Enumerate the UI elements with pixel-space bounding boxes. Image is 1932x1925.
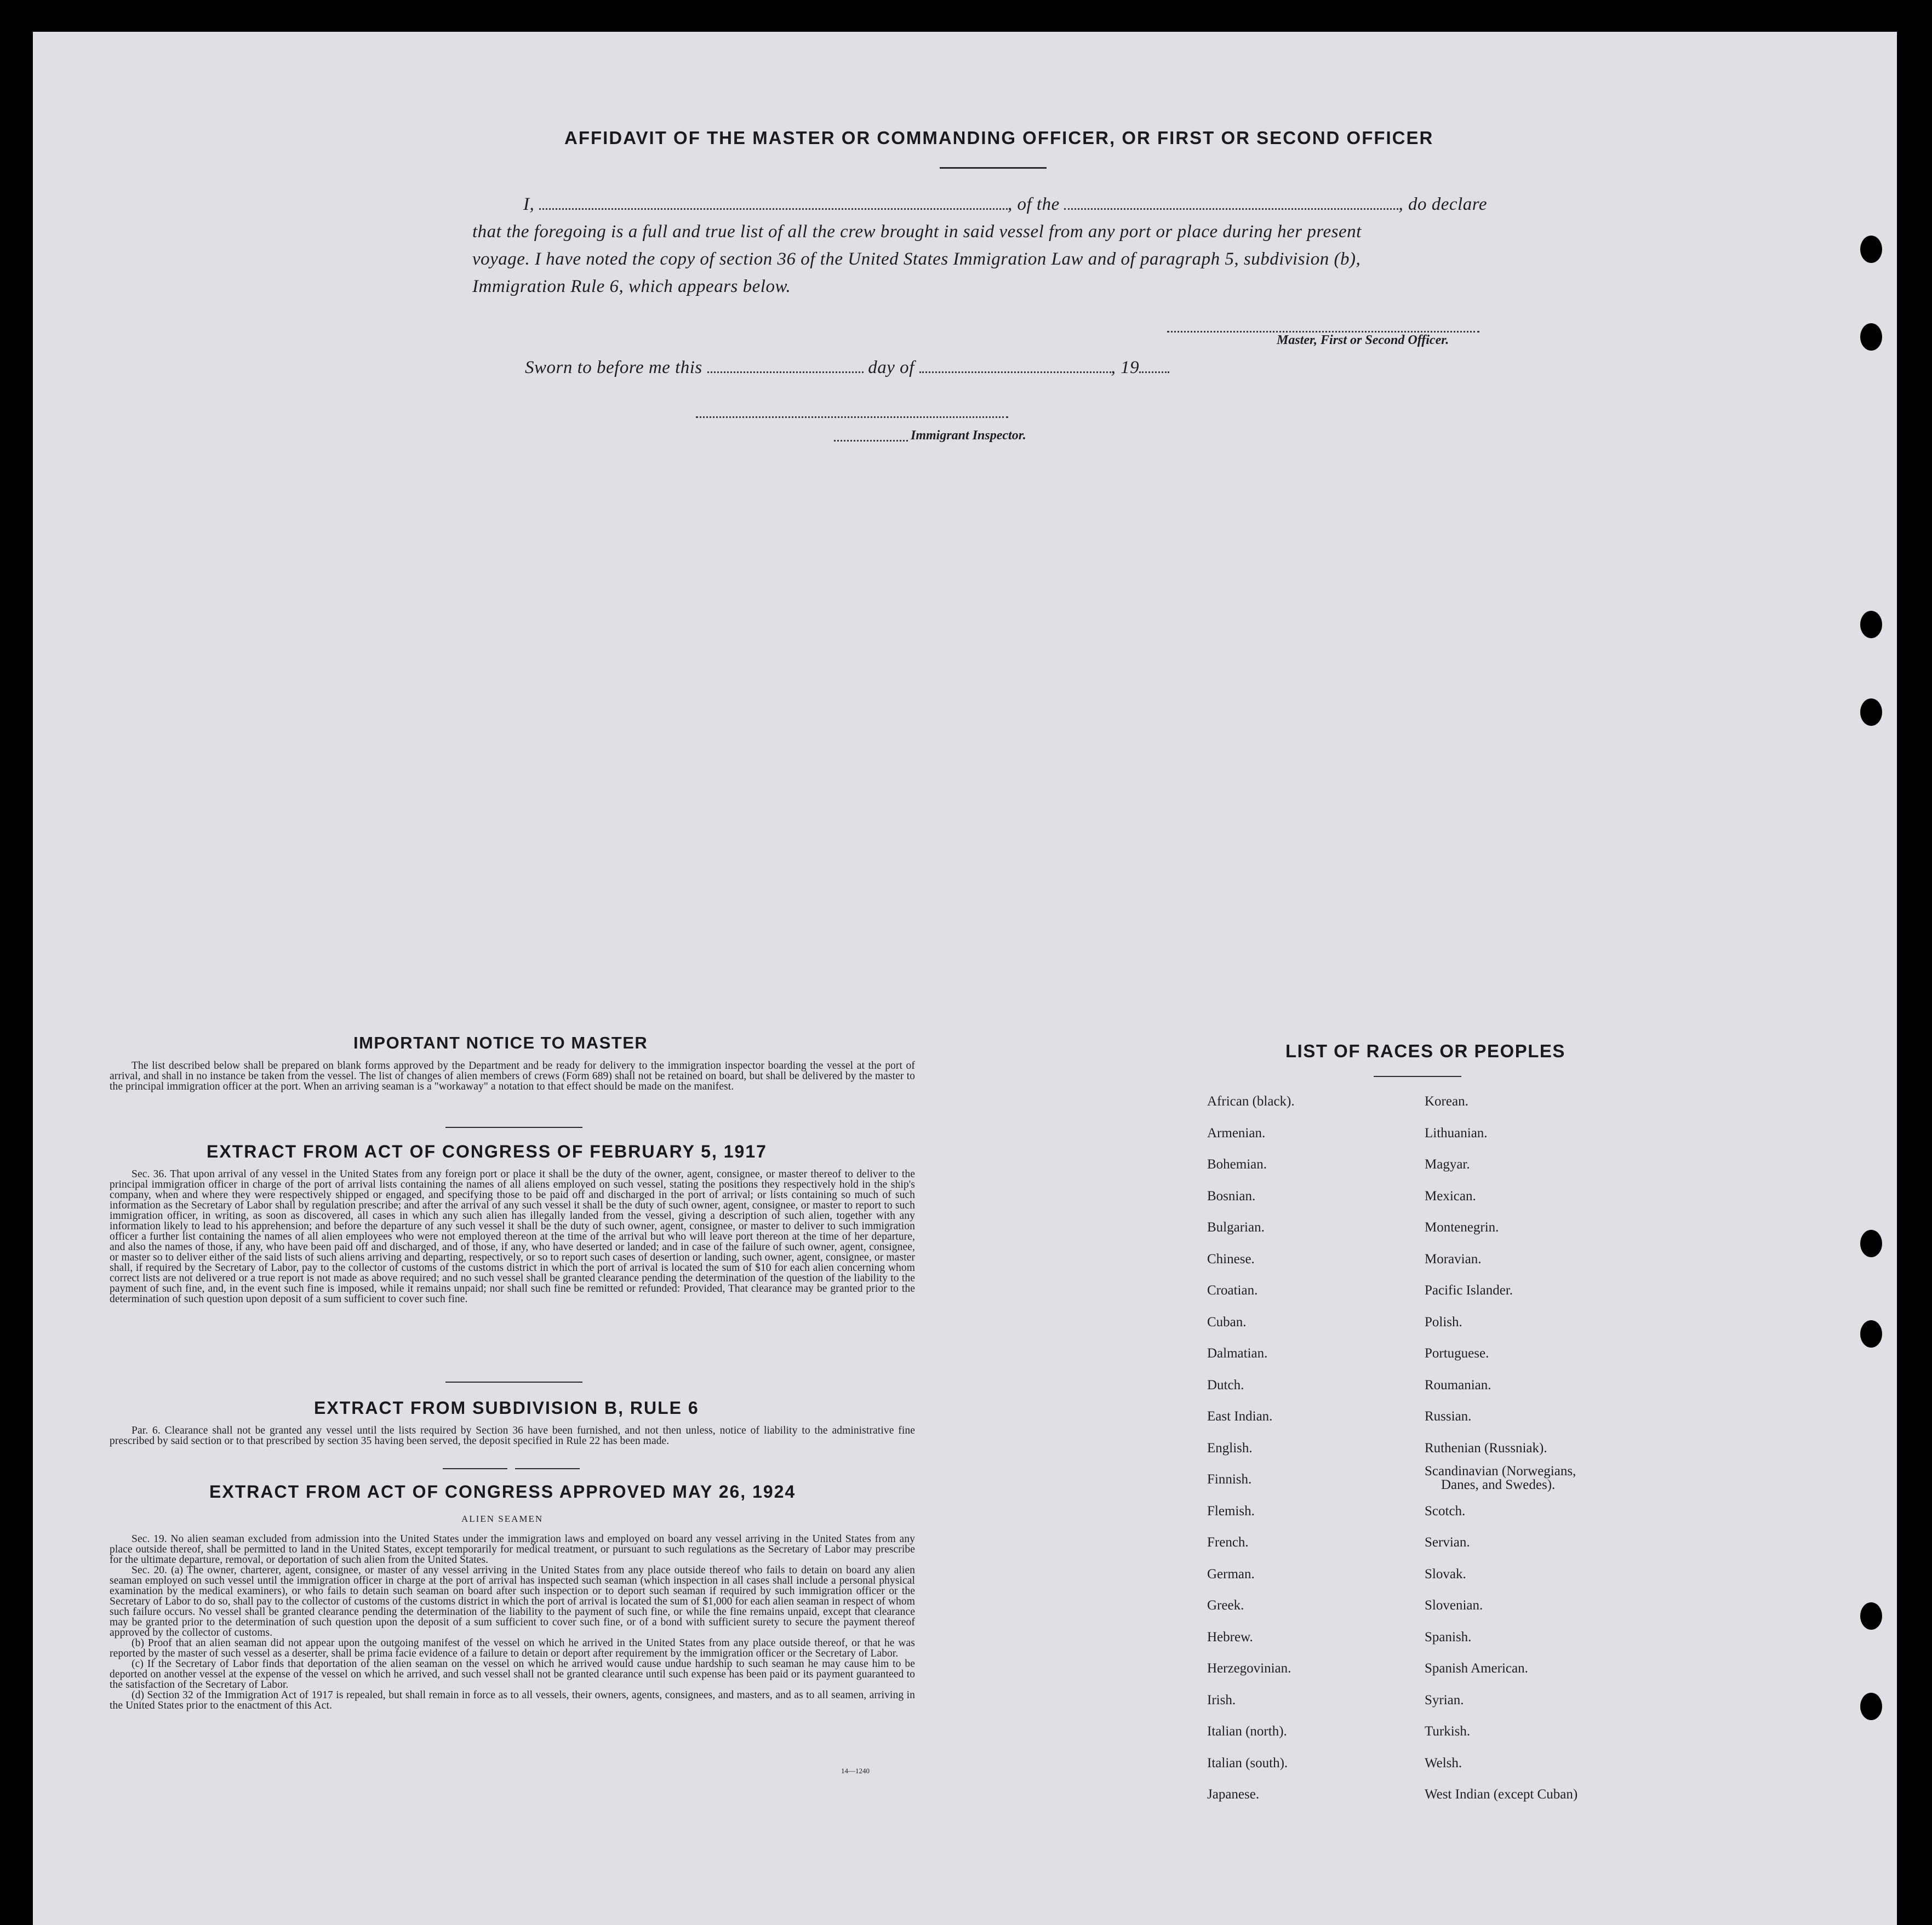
race-item: Scotch. [1425,1503,1466,1519]
binder-hole [1860,1230,1882,1257]
race-item: Slovak. [1425,1566,1466,1582]
affidavit-declare: , do declare [1398,194,1487,214]
race-item: Finnish. [1207,1472,1252,1487]
race-item: Syrian. [1425,1692,1464,1708]
binder-hole [1860,611,1882,638]
affidavit-line-2: that the foregoing is a full and true list of all the crew brought in said vessel from any port or place during her present [472,222,1362,242]
race-item: Slovenian. [1425,1598,1483,1613]
binder-hole [1860,1693,1882,1720]
races-right-column [1425,1086,1577,1811]
year-text: , 19 [1111,358,1140,377]
race-item: Armenian. [1207,1125,1266,1141]
race-item: Magyar. [1425,1157,1470,1172]
race-item: French. [1207,1535,1249,1550]
vessel-blank[interactable] [1064,204,1398,210]
extract-1924-title: EXTRACT FROM ACT OF CONGRESS APPROVED MAY 26, 1924 [209,1482,796,1502]
race-item: Servian. [1425,1535,1470,1550]
race-item: Japanese. [1207,1787,1260,1802]
notice-paragraph: The list described below shall be prepared on blank forms approved by the Department and be ready for delivery to the immigration inspector boarding the vessel at the port of arrival, and shall in no instance be taken from the vessel. The list of changes of alien members of crews (Form 689) shall not be retained on board, but shall be delivered by the master to the principal immigration officer at the port. When an arriving seaman is a "workaway" a notation to that effect should be made on the manifest. [110,1060,915,1092]
affidavit-title: AFFIDAVIT OF THE MASTER OR COMMANDING OFFICER, OR FIRST OR SECOND OFFICER [564,128,1434,148]
affidavit-line-3: voyage. I have noted the copy of section 36 of the United States Immigration Law and of paragraph 5, subdivision (b), [472,249,1361,269]
day-of-text: day of [868,358,914,377]
affidavit-line-1 [523,194,1487,215]
rule-6-title: EXTRACT FROM SUBDIVISION B, RULE 6 [314,1398,699,1418]
race-item: East Indian. [1207,1409,1273,1424]
binder-hole [1860,698,1882,726]
race-item: Croatian. [1207,1283,1258,1298]
race-item: Chinese. [1207,1251,1255,1267]
race-item: English. [1207,1440,1253,1456]
binder-hole [1860,323,1882,351]
name-blank[interactable] [539,204,1008,210]
race-item: West Indian (except Cuban) [1425,1787,1578,1802]
sworn-line [525,358,1169,378]
rule-6-body [110,1425,915,1446]
sec-20c-paragraph: (c) If the Secretary of Labor finds that deportation of the alien seaman on the vessel on which he arrived would cause undue hardship to such seaman he may cause him to be deported on another vessel at the expense of the vessel on which he arrived, and such vessel shall not be granted clearance until such expense has been paid or its payment guaranteed to the satisfaction of the Secretary of Labor. [110,1658,915,1691]
race-item: Scandinavian (Norwegians, [1425,1464,1576,1479]
sec-20d-paragraph: (d) Section 32 of the Immigration Act of 1917 is repealed, but shall remain in force as to all vessels, their owners, agents, consignees, and masters, and as to all seamen, arriving in the United States prior to the enactment of this Act. [110,1689,915,1711]
race-item: Lithuanian. [1425,1125,1488,1141]
sworn-text: Sworn to before me this [525,358,702,377]
sec-19-paragraph: Sec. 19. No alien seaman excluded from admission into the United States under the immigration laws and employed on board any vessel arriving in the United States from any place outside thereof, shall be permitted to land in the United States, except temporarily for medical treatment, or pursuant to such regulations as the Secretary of Labor may prescribe for the ultimate departure, removal, or deportation of such alien from the United States. [110,1533,915,1566]
race-item: Bulgarian. [1207,1220,1265,1235]
extract-1917-title: EXTRACT FROM ACT OF CONGRESS OF FEBRUARY 5, 1917 [207,1142,767,1161]
year-blank[interactable] [1139,367,1169,373]
inspector-label: Immigrant Inspector. [911,428,1026,443]
race-item: Italian (south). [1207,1755,1288,1771]
divider [445,1127,582,1128]
sec-20a-paragraph: Sec. 20. (a) The owner, charterer, agent, consignee, or master of any vessel arriving in the United States from any place outside thereof who fails to detain on board any alien seaman employed on such vessel until the immigration officer in charge at the port of arrival has inspected such seaman (which inspection in all cases shall include a personal physical examination by the medical examiners), or who fails to detain such seaman on board after such inspection or to deport such seaman if required by such immigration officer or the Secretary of Labor to do so, shall pay to the collector of customs of the customs district in which the port of arrival is located the sum of $1,000 for each alien seaman in respect of whom such failure occurs. No vessel shall be granted clearance pending the determination of the liability to the payment of such fine, or while the fine remains unpaid, except that clearance may be granted prior to the determination of such question upon the deposit of a sum sufficient to cover such fine, or of a bond with sufficient surety to secure the payment thereof approved by the collector of customs. [110,1565,915,1638]
race-item: Moravian. [1425,1251,1482,1267]
form-number: 14—1240 [841,1767,870,1775]
divider [515,1468,580,1469]
race-item: Welsh. [1425,1755,1462,1771]
race-item: Russian. [1425,1409,1472,1424]
affidavit-line-4: Immigration Rule 6, which appears below. [472,277,791,296]
race-item: Hebrew. [1207,1629,1253,1645]
race-item: Dalmatian. [1207,1346,1268,1361]
race-item: Mexican. [1425,1188,1476,1204]
notice-title: IMPORTANT NOTICE TO MASTER [353,1033,648,1052]
race-item: Montenegrin. [1425,1220,1499,1235]
race-item: Portuguese. [1425,1346,1489,1361]
race-item: Spanish. [1425,1629,1472,1645]
race-item: Dutch. [1207,1377,1244,1393]
race-item: Turkish. [1425,1724,1471,1739]
sec-20b-paragraph: (b) Proof that an alien seaman did not appear upon the outgoing manifest of the vessel on which he arrived in the United States from any place outside thereof, or that he was reported by the master of such vessel as a deserter, shall be prima facie evidence of a failure to detain or deport after requirement by the immigration officer or the Secretary of Labor. [110,1637,915,1659]
race-item: Ruthenian (Russniak). [1425,1440,1547,1456]
notice-body [110,1061,915,1092]
extract-1924-body [110,1534,915,1711]
race-item: Spanish American. [1425,1661,1528,1676]
race-item: Bohemian. [1207,1157,1267,1172]
race-item: Bosnian. [1207,1188,1256,1204]
race-item: German. [1207,1566,1255,1582]
race-item: Polish. [1425,1314,1462,1330]
divider [1374,1076,1461,1077]
races-title: LIST OF RACES OR PEOPLES [1285,1041,1565,1061]
divider [443,1468,507,1469]
race-item: Cuban. [1207,1314,1247,1330]
inspector-signature-blank-2[interactable] [834,436,908,442]
race-item: African (black). [1207,1094,1295,1109]
divider [940,167,1047,169]
binder-hole [1860,236,1882,263]
extract-1917-body [110,1169,915,1304]
race-item: Flemish. [1207,1503,1255,1519]
master-signature-blank[interactable] [1167,326,1479,333]
race-item: Pacific Islander. [1425,1283,1513,1298]
affidavit-of-the: , of the [1008,194,1060,214]
races-left-column [1207,1086,1295,1811]
race-item: Roumanian. [1425,1377,1491,1393]
month-blank[interactable] [919,367,1111,373]
alien-seamen-subtitle: ALIEN SEAMEN [461,1514,544,1524]
divider [445,1382,582,1383]
affidavit-i: I, [523,194,535,214]
race-item: Italian (north). [1207,1724,1287,1739]
race-item: Herzegovinian. [1207,1661,1291,1676]
master-label: Master, First or Second Officer. [1277,333,1449,347]
binder-hole [1860,1320,1882,1348]
race-item: Irish. [1207,1692,1236,1708]
race-item: Danes, and Swedes). [1441,1477,1556,1492]
day-blank[interactable] [707,367,864,373]
section-36-paragraph: Sec. 36. That upon arrival of any vessel in the United States from any foreign port or place it shall be the duty of the owner, agent, consignee, or master thereof to deliver to the principal immigration officer in charge of the port of arrival lists containing the names of all aliens employed on such vessel, stating the positions they respectively hold in the ship's company, when and where they were respectively shipped or engaged, and specifying those to be paid off and discharged in the port of arrival; or lists containing so much of such information as the Secretary of Labor shall by regulation prescribe; and after the arrival of any such vessel it shall be the duty of such owner, agent, consignee, or master to report to such immigration officer, in writing, as soon as discovered, all cases in which any such alien has illegally landed from the vessel, giving a description of such alien, together with any information likely to lead to his apprehension; and before the departure of any such vessel it shall be the duty of such owner, agent, consignee, or master to deliver to such immigration officer a further list containing the names of all alien employees who were not employed thereon at the time of the arrival but who will leave port thereon at the time of her departure, and also the names of those, if any, who have been paid off and discharged, and of those, if any, who have deserted or landed; and in case of the failure of such owner, agent, consignee, or master so to deliver either of the said lists of such aliens arriving and departing, respectively, or so to report such cases of desertion or landing, such owner, agent, consignee, or master shall, if required by the Secretary of Labor, pay to the collector of customs of the customs district in which the port of arrival is located the sum of $10 for each alien concerning whom correct lists are not delivered or a true report is not made as above required; and no such vessel shall be granted clearance pending the determination of the question of the liability to the payment of such fine, and, in the event such fine is imposed, while it remains unpaid; nor shall such fine be remitted or refunded: Provided, That clearance may be granted prior to the determination of such question upon deposit of a sum sufficient to cover such fine. [110,1168,915,1305]
par-6-paragraph: Par. 6. Clearance shall not be granted any vessel until the lists required by Section 36 have been furnished, and not then unless, notice of liability to the administrative fine prescribed by said section or to that prescribed by section 35 having been served, the deposit specified in Rule 22 has been made. [110,1425,915,1447]
race-item: Korean. [1425,1094,1468,1109]
inspector-signature-blank[interactable] [696,412,1008,418]
race-item: Greek. [1207,1598,1244,1613]
binder-hole [1860,1602,1882,1630]
